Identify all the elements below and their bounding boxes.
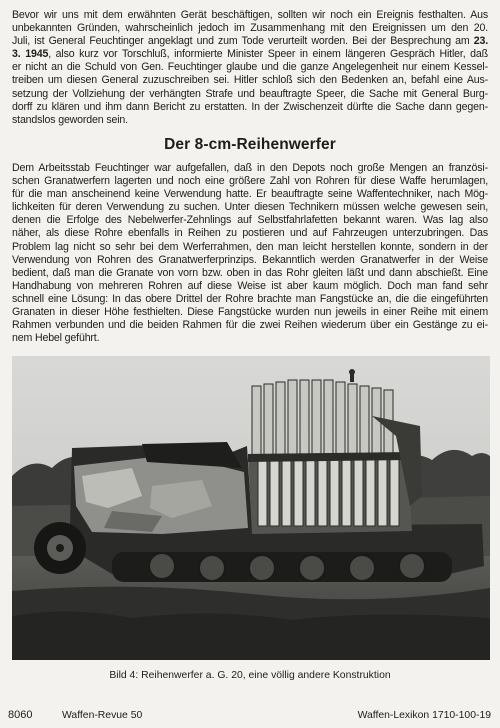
text-line: schnell eine Lösung: In das obere Drittel der Rohre brachte man Fangstücke an, die die eingeführten [12, 292, 488, 305]
text-line: Granaten in dieser Höhe festhielten. Diese Fangstücke wurden nun jeweils in einer Reihe mit einem [12, 306, 488, 319]
rocket-launcher-halftrack-image [12, 356, 490, 660]
text-line: Bevor wir uns mit dem erwähnten Gerät beschäftigen, sollten wir noch ein Ereignis festhalten. Aus [12, 9, 488, 21]
text-line: lichkeiten für deren Verwendung zu suchen. Unter diesen Technikern müssen welche gewesen sein, [12, 201, 488, 214]
photo-caption: Bild 4: Reihenwerfer a. G. 20, eine völlig andere Konstruktion [109, 670, 391, 681]
text-line: treiben um diesen General zuzuschreiben sei. Hitler schloß sich den Bedenken an, befahl eine Aus- [12, 74, 488, 87]
text-line: dorff zu klären und ihm dann Bericht zu erstatten. In der Zwischenzeit dürfte die Sache dann gegen- [12, 100, 488, 113]
date-bold: 3. 1945 [12, 48, 49, 61]
body-paragraph [12, 162, 488, 345]
text-line: standslos geworden sein. [12, 113, 128, 126]
lexikon-reference: Waffen-Lexikon 1710-100-19 [357, 710, 491, 721]
text-line: Problem lag nicht so sehr bei dem Werferrahmen, den man leicht herstellen konnte, sondern in der [12, 240, 488, 253]
text-line: bedient, daß man die Granate von vorn bzw. oben in das Rohr gleiten läßt und dann abschießt. Eine [12, 266, 488, 279]
text-line: er nicht an die Schuld von Gen. Feuchtinger glaube und die ganze Angelegenheit nur einem Kessel- [12, 61, 488, 74]
text-line: näher, als diese Rohre ebenfalls in Reihen zu postieren und auf Fahrzeugen unterzubringen. Das [12, 227, 488, 240]
vehicle-photo [12, 356, 490, 660]
text-line: Handhabung von mehreren Rohren auf diese Weise ist aber kaum möglich. Doch man fand sehr [12, 279, 488, 292]
text-line: nem Hebel geführt. [12, 332, 100, 345]
text-line: Rahmen verbunden und die beiden Rahmen für die zwei Reihen wiederum über ein Gestänge zu ei- [12, 319, 488, 332]
magazine-issue: Waffen-Revue 50 [62, 710, 143, 721]
date-bold: 23. [473, 35, 488, 48]
intro-paragraph [12, 9, 488, 127]
text-line: denen die Erfolge des Nebelwerfer-Zehnlings auf Selbstfahrlafetten bekannt waren. Was lag also [12, 214, 488, 227]
text-line: 3. 1945, also kurz vor Torschluß, informierte Minister Speer in einem längeren Gespräch Hitler, daß [12, 48, 488, 61]
text-line: Juli, ist General Feuchtinger angeklagt und zum Tode verurteilt worden. Bei der Besprechung am 23. [12, 35, 488, 48]
text-line: Verwendung von Rohren des Granatwerferprinzips. Bekanntlich werden Granatwerfer in der Weise [12, 253, 488, 266]
page-number: 8060 [8, 709, 33, 721]
text-line: schen Granatwerfern lagerten und noch eine größere Zahl von Rohren für diese Waffe herumlagen, [12, 175, 488, 188]
text-line: Dem Arbeitsstab Feuchtinger war aufgefallen, daß in den Depots noch große Mengen an französi- [12, 162, 488, 174]
text-line: für die man anscheinend keine Verwendung hatte. Er beauftragte seine Waffentechniker, nach Mög- [12, 188, 488, 201]
text-line: setzung der Vollziehung der verhängten Strafe und beauftragte Speer, die Sache mit General Burg- [12, 87, 488, 100]
text-line: unbekannten Gründen, wahrscheinlich jedoch im Zusammenhang mit den Ereignissen um den 20. [12, 22, 488, 35]
section-heading: Der 8-cm-Reihenwerfer [164, 136, 336, 153]
